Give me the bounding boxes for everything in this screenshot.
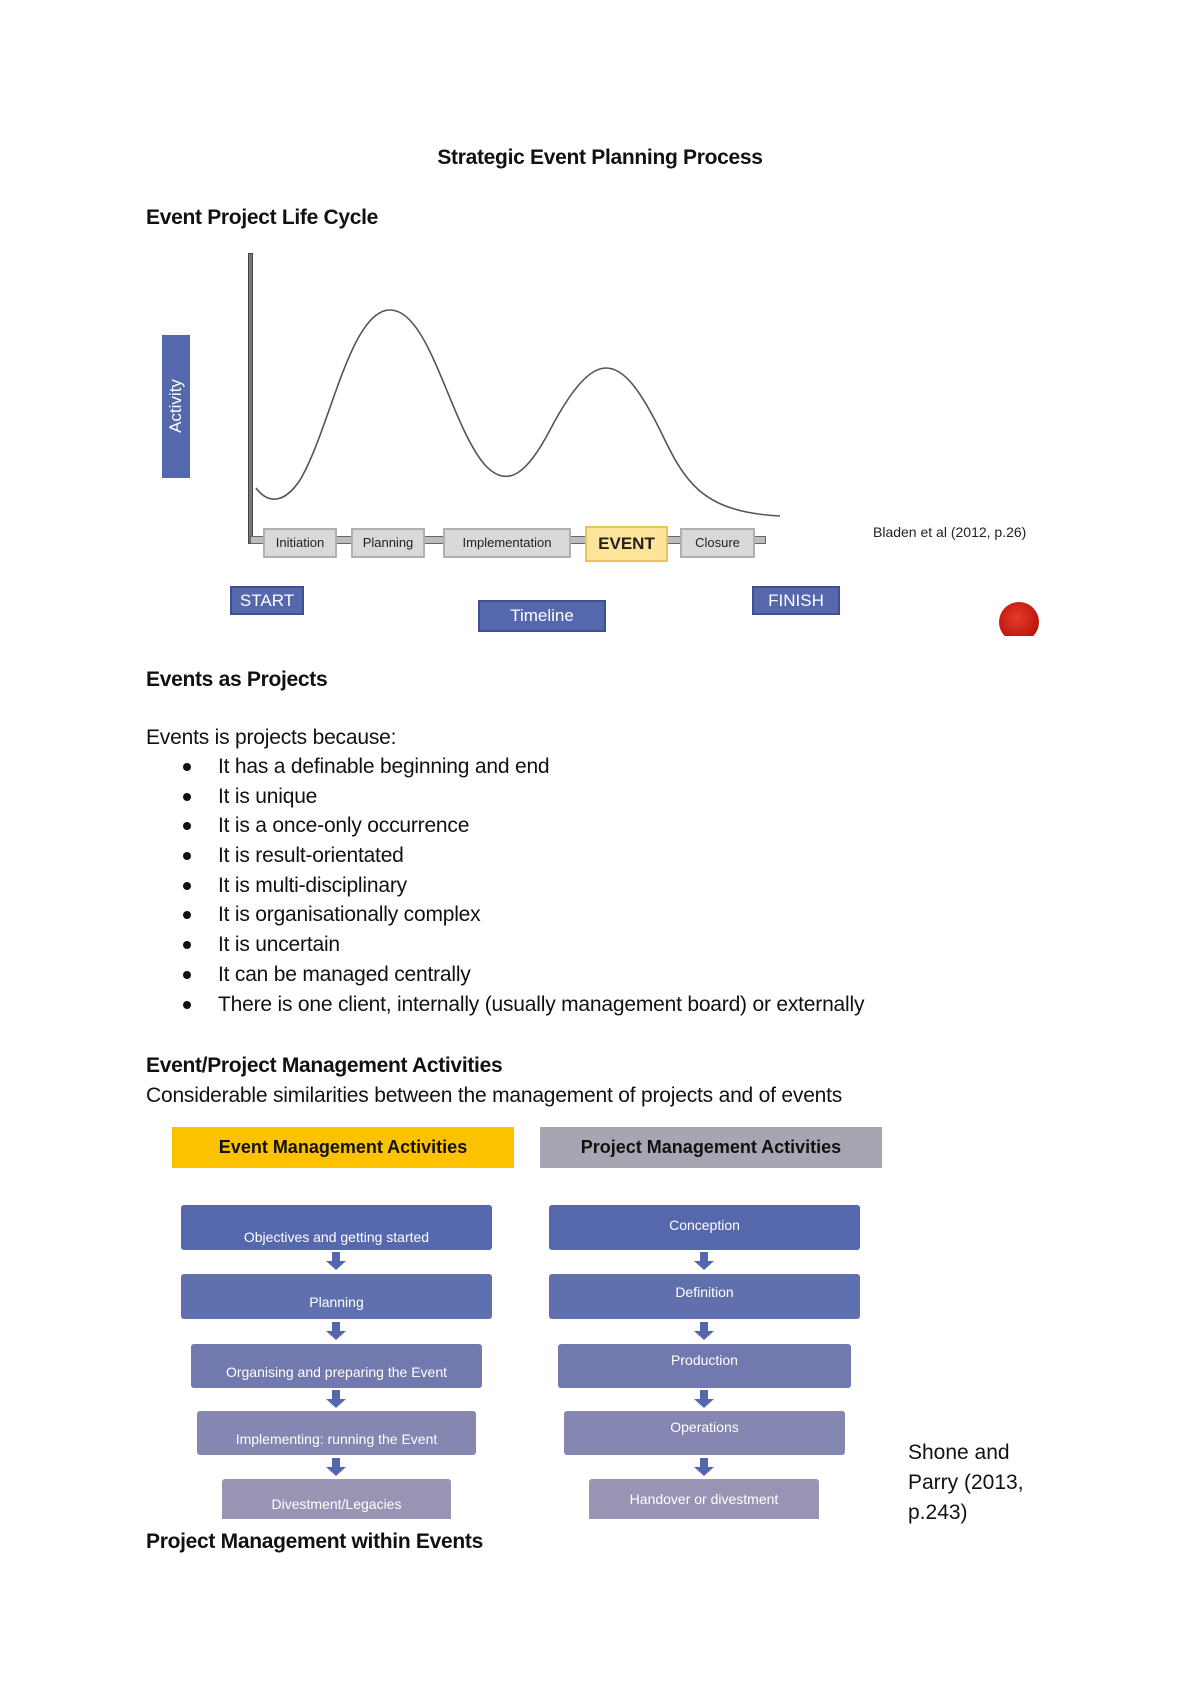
list-item: It is uncertain — [146, 930, 864, 960]
arrow-down-icon — [694, 1252, 714, 1270]
list-item: It can be managed centrally — [146, 960, 864, 990]
event-management-header: Event Management Activities — [172, 1127, 514, 1168]
project-management-header: Project Management Activities — [540, 1127, 882, 1168]
project-step-definition: Definition — [549, 1274, 860, 1319]
bullet-icon — [183, 911, 191, 919]
events-as-projects-intro: Events is projects because: — [146, 726, 397, 749]
activity-curve — [240, 290, 800, 540]
arrow-down-icon — [694, 1458, 714, 1476]
phase-planning: Planning — [351, 528, 425, 558]
red-dot-icon — [999, 602, 1039, 636]
events-as-projects-heading: Events as Projects — [146, 668, 328, 691]
activity-axis-label: Activity — [166, 379, 185, 433]
arrow-down-icon — [326, 1252, 346, 1270]
list-item: It has a definable beginning and end — [146, 752, 864, 782]
bullet-icon — [183, 971, 191, 979]
finish-label: FINISH — [752, 586, 840, 615]
start-label: START — [230, 586, 304, 615]
bullet-icon — [183, 822, 191, 830]
phase-closure: Closure — [680, 528, 755, 558]
project-step-production: Production — [558, 1344, 851, 1388]
project-step-handover: Handover or divestment — [589, 1479, 819, 1519]
list-item: It is organisationally complex — [146, 900, 864, 930]
project-management-within-events-heading: Project Management within Events — [146, 1530, 483, 1553]
events-as-projects-list — [146, 752, 864, 1019]
phase-initiation: Initiation — [263, 528, 337, 558]
event-step-divestment: Divestment/Legacies — [222, 1479, 451, 1519]
event-step-organising: Organising and preparing the Event — [191, 1344, 482, 1388]
event-step-objectives: Objectives and getting started — [181, 1205, 492, 1250]
event-step-planning: Planning — [181, 1274, 492, 1319]
management-activities-citation: Shone and Parry (2013, p.243) — [908, 1441, 1024, 1524]
project-step-conception: Conception — [549, 1205, 860, 1250]
bullet-icon — [183, 852, 191, 860]
phase-event: EVENT — [585, 526, 668, 562]
list-item: It is result-orientated — [146, 841, 864, 871]
project-step-operations: Operations — [564, 1411, 845, 1455]
management-activities-subtitle: Considerable similarities between the management of projects and of events — [146, 1084, 843, 1107]
list-item: It is multi-disciplinary — [146, 871, 864, 901]
management-activities-heading: Event/Project Management Activities — [146, 1054, 503, 1077]
bullet-icon — [183, 941, 191, 949]
phase-implementation: Implementation — [443, 528, 571, 558]
list-item: There is one client, internally (usually management board) or externally — [146, 990, 864, 1020]
arrow-down-icon — [694, 1322, 714, 1340]
bullet-icon — [183, 1001, 191, 1009]
arrow-down-icon — [326, 1390, 346, 1408]
bullet-icon — [183, 793, 191, 801]
arrow-down-icon — [326, 1458, 346, 1476]
bullet-icon — [183, 763, 191, 771]
arrow-down-icon — [326, 1322, 346, 1340]
lifecycle-citation: Bladen et al (2012, p.26) — [873, 524, 1027, 540]
event-step-implementing: Implementing: running the Event — [197, 1411, 476, 1455]
list-item: It is unique — [146, 782, 864, 812]
arrow-down-icon — [694, 1390, 714, 1408]
bullet-icon — [183, 882, 191, 890]
lifecycle-heading: Event Project Life Cycle — [146, 206, 379, 229]
timeline-label: Timeline — [478, 600, 606, 632]
list-item: It is a once-only occurrence — [146, 811, 864, 841]
document-title: Strategic Event Planning Process — [437, 146, 763, 169]
